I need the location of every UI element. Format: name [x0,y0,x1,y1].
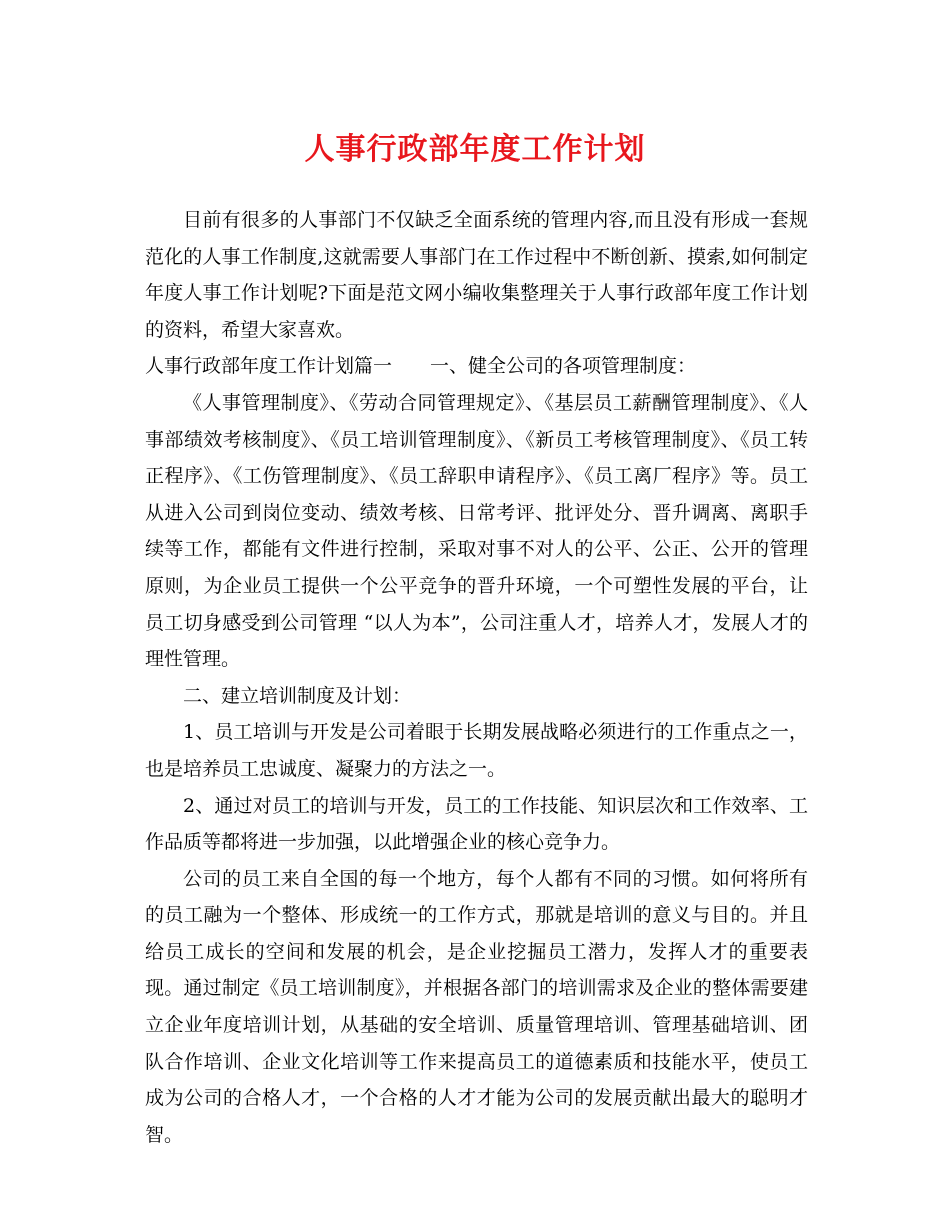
paragraph-intro: 目前有很多的人事部门不仅缺乏全面系统的管理内容,而且没有形成一套规范化的人事工作制度,这就需要人事部门在工作过程中不断创新、摸索,如何制定年度人事工作计划呢?下面是范文网小编收集整理关于人事行政部年度工作计划的资料，希望大家喜欢。 [145,209,808,341]
paragraph-training-point-2: 2、通过对员工的培训与开发，员工的工作技能、知识层次和工作效率、工作品质等都将进一步加强，以此增强企业的核心竞争力。 [145,794,808,854]
paragraph-training-heading: 二、建立培训制度及计划： [183,684,412,707]
paragraph-section-heading: 人事行政部年度工作计划篇一 一、健全公司的各项管理制度： [145,355,697,378]
document-title: 人事行政部年度工作计划 [304,132,646,167]
paragraph-management-systems: 《人事管理制度》、《劳动合同管理规定》、《基层员工薪酬管理制度》、《人事部绩效考核制度》、《员工培训管理制度》、《新员工考核管理制度》、《员工转正程序》、《工伤管理制度》、《员工辞职申请程序》、《员工离厂程序》等。员工从进入公司到岗位变动、绩效考核、日常考评、批评处分、晋升调离、离职手续等工作，都能有文件进行控制，采取对事不对人的公平、公正、公开的管理原则，为企业员工提供一个公平竞争的晋升环境，一个可塑性发展的平台，让员工切身感受到公司管理 “以人为本”，公司注重人才，培养人才，发展人才的理性管理。 [145,391,808,671]
paragraph-training-point-1: 1、员工培训与开发是公司着眼于长期发展战略必须进行的工作重点之一，也是培养员工忠诚度、凝聚力的方法之一。 [145,721,808,780]
document-body [145,202,808,1153]
paragraph-training-purpose: 公司的员工来自全国的每一个地方，每个人都有不同的习惯。如何将所有的员工融为一个整体、形成统一的工作方式，那就是培训的意义与目的。并且给员工成长的空间和发展的机会，是企业挖掘员工潜力，发挥人才的重要表现。通过制定《员工培训制度》，并根据各部门的培训需求及企业的整体需要建立企业年度培训计划，从基础的安全培训、质量管理培训、管理基础培训、团队合作培训、企业文化培训等工作来提高员工的道德素质和技能水平，使员工成为公司的合格人才，一个合格的人才才能为公司的发展贡献出最大的聪明才智。 [145,867,808,1146]
